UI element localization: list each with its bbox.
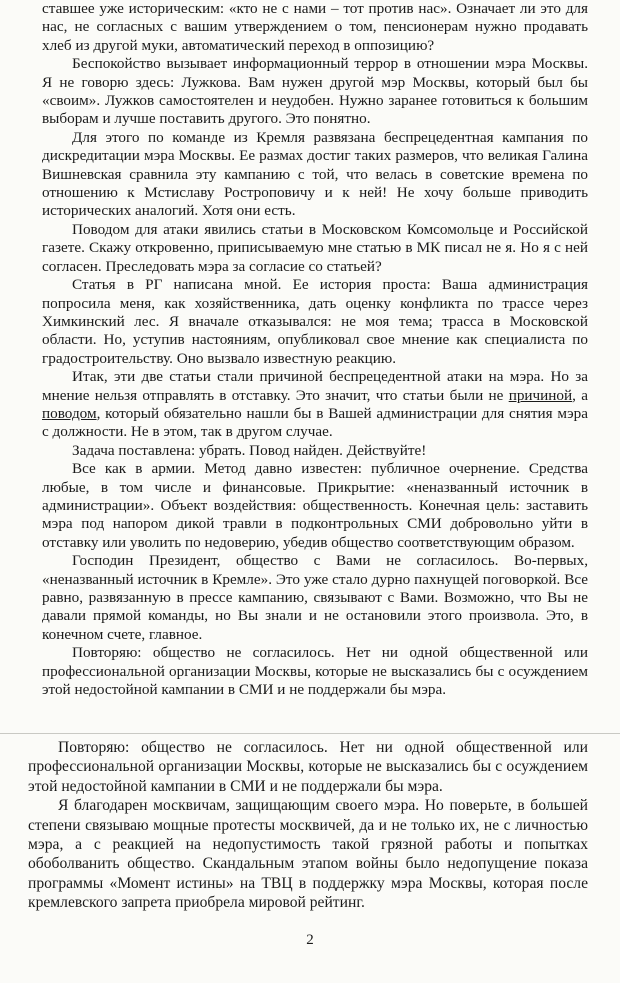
text-span: , а (572, 386, 588, 404)
paragraph: Задача поставлена: убрать. Повод найден. Действуйте! (72, 441, 427, 459)
paragraph: Повторяю: общество не согласилось. Нет ни одной общественной или профессиональной организации Москвы, которые не высказались бы с осуждением этой недостойной кампании в СМИ и не поддержали бы мэра. (42, 644, 588, 699)
page-number: 2 (306, 932, 314, 948)
paragraph: Для этого по команде из Кремля развязана беспрецедентная кампания по дискредитации мэра Москвы. Ее размах достиг таких размеров, что великая Галина Вишневская сравнила эту кампанию с той, что велась в советские времена по отношению к Мстиславу Ростроповичу и к ней! Не хочу больше приводить исторических аналогий. Хотя они есть. (42, 128, 588, 220)
paragraph: Поводом для атаки явились статьи в Московском Комсомольце и Российской газете. Скажу откровенно, приписываемую мне статью в МК писал не я. Но я с ней согласен. Преследовать мэра за согласие со статьей? (42, 220, 588, 275)
text-span: Итак, эти две статьи стали причиной беспрецедентной атаки на мэра. Но за мнение нельзя отправлять в отставку. Это значит, что статьи были не (42, 368, 588, 404)
paragraph: Я благодарен москвичам, защищающим своего мэра. Но поверьте, в большей степени связываю мощные протесты москвичей, да и не только их, не с личностью мэра, а с реакцией на недопустимость такой грязной работы и попытках обоболванить общество. Скандальным этапом войны было недопущение показа программы «Момент истины» на ТВЦ в поддержку мэра Москвы, которая после кремлевского запрета приобрела мировой рейтинг. (28, 797, 588, 912)
paragraph: Повторяю: общество не согласилось. Нет ни одной общественной или профессиональной организации Москвы, которые не высказались бы с осуждением этой недостойной кампании в СМИ и не поддержали бы мэра. (28, 739, 588, 795)
scan-seam (0, 733, 620, 734)
paragraph: Все как в армии. Метод давно известен: публичное очернение. Средства любые, в том числе и финансовые. Прикрытие: «неназванный источник в администрации». Объект воздействия: общественность. Конечная цель: заставить мэра под напором дикой травли в подконтрольных СМИ добровольно уйти в отставку или уволить по недоверию, убедив общество соответствующим образом. (42, 460, 588, 551)
underlined-word: поводом (42, 404, 97, 422)
text-span: , который обязательно нашли бы в Вашей администрации для снятия мэра с должности. Не в этом, так в другом случае. (42, 404, 588, 441)
upper-text-block (42, 0, 588, 699)
underlined-word: причиной (508, 386, 573, 404)
paragraph: ставшее уже историческим: «кто не с нами – тот против нас». Означает ли это для нас, не согласных с вашим утверждением о том, пенсионерам нужно продавать хлеб из другой муки, автоматический переход в оппозицию? (42, 0, 588, 54)
paragraph: Беспокойство вызывает информационный террор в отношении мэра Москвы. Я не говорю здесь: Лужкова. Вам нужен другой мэр Москвы, который был бы «своим». Лужков самостоятелен и неудобен. Нужно заранее готовиться к большим выборам и лучше поставить другого. Это понятно. (42, 55, 588, 128)
paragraph: Господин Президент, общество с Вами не согласилось. Во-первых, «неназванный источник в Кремле». Это уже стало дурно пахнущей поговоркой. Все равно, развязанную в прессе кампанию, связывают с Вами. Возможно, что Вы не давали прямой команды, но Вы знали и не остановили этого произвола. Это, в конечном счете, главное. (42, 552, 588, 643)
paragraph: Статья в РГ написана мной. Ее история проста: Ваша администрация попросила меня, как хозяйственника, дать оценку конфликта по трассе через Химкинский лес. Я вначале отказывался: не моя тема; трасса в Московской области. Но, уступив настояниям, опубликовал свое мнение как специалиста по градостроительству. Оно вызвало известную реакцию. (42, 276, 588, 367)
paragraph (42, 368, 588, 442)
lower-text-block (28, 738, 588, 913)
